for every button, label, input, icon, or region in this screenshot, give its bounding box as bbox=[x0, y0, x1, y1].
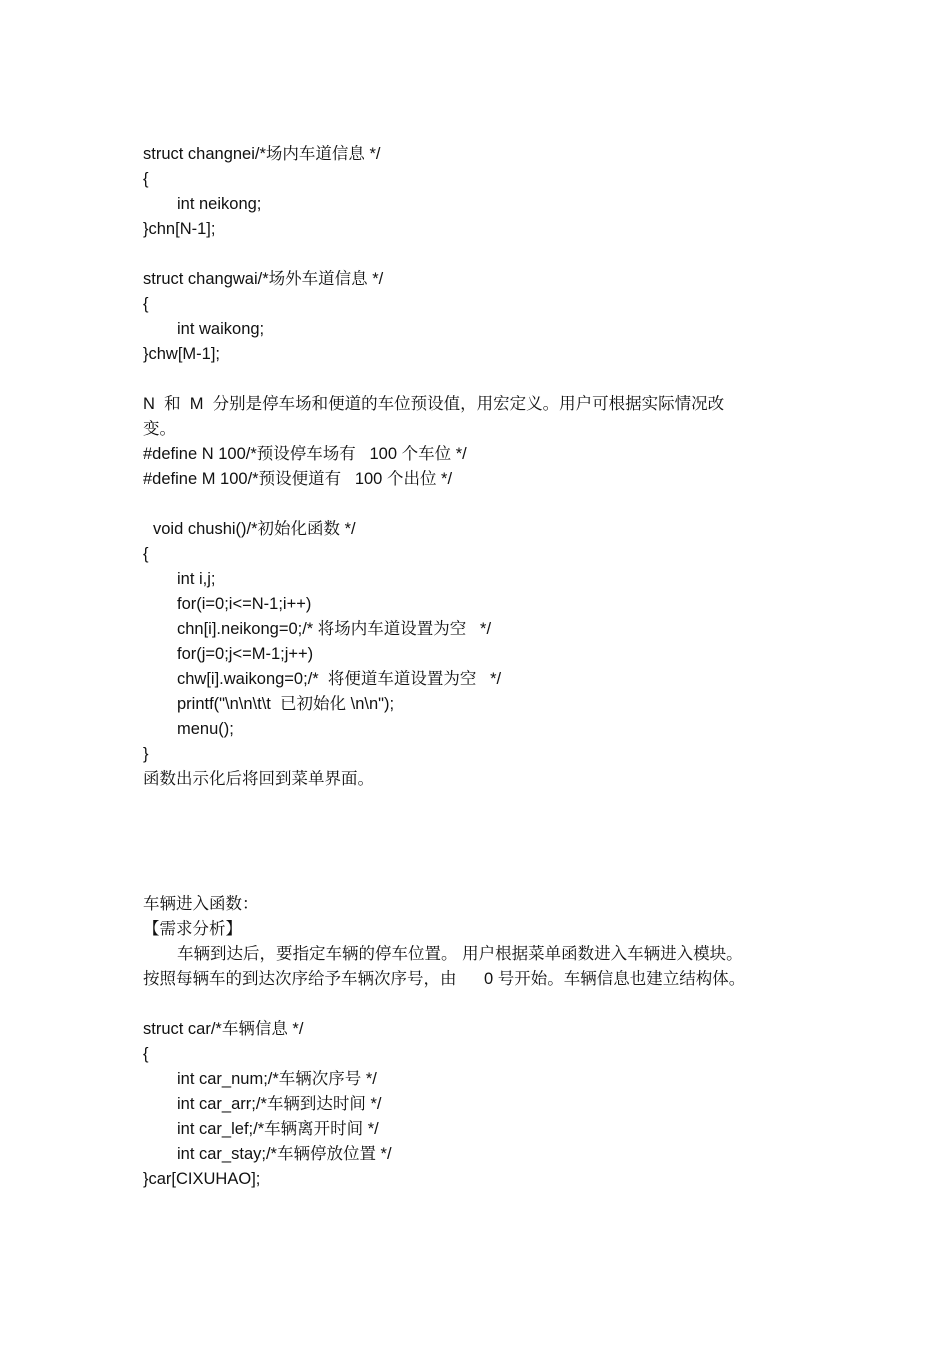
code-line: } bbox=[143, 745, 149, 763]
code-line: for(i=0;i<=N-1;i++) bbox=[177, 595, 312, 613]
section-heading: 车辆进入函数： bbox=[143, 895, 259, 913]
code-line: { bbox=[143, 1045, 149, 1063]
code-line: int car_lef;/*车辆离开时间 */ bbox=[177, 1120, 379, 1138]
code-line: int car_arr;/*车辆到达时间 */ bbox=[177, 1095, 382, 1113]
paragraph-line: 函数出示化后将回到菜单界面。 bbox=[143, 770, 374, 788]
code-line: int neikong; bbox=[177, 195, 262, 213]
code-line: }car[CIXUHAO]; bbox=[143, 1170, 261, 1188]
code-line: { bbox=[143, 295, 149, 313]
code-line: }chw[M-1]; bbox=[143, 345, 221, 363]
code-line: { bbox=[143, 545, 149, 563]
code-line: printf("\n\n\t\t 已初始化 \n\n"); bbox=[177, 695, 395, 713]
code-line: struct changwai/*场外车道信息 */ bbox=[143, 270, 384, 288]
code-line: int waikong; bbox=[177, 320, 265, 338]
code-line: int car_stay;/*车辆停放位置 */ bbox=[177, 1145, 392, 1163]
paragraph-line: N 和 M 分别是停车场和便道的车位预设值，用宏定义。用户可根据实际情况改 bbox=[143, 395, 725, 413]
code-line: chn[i].neikong=0;/* 将场内车道设置为空 */ bbox=[177, 620, 492, 638]
section-subheading: 【需求分析】 bbox=[143, 920, 242, 938]
code-line: void chushi()/*初始化函数 */ bbox=[153, 520, 356, 538]
code-line: struct changnei/*场内车道信息 */ bbox=[143, 145, 381, 163]
code-line: int car_num;/*车辆次序号 */ bbox=[177, 1070, 377, 1088]
code-line: struct car/*车辆信息 */ bbox=[143, 1020, 304, 1038]
code-line: }chn[N-1]; bbox=[143, 220, 216, 238]
code-line: int i,j; bbox=[177, 570, 216, 588]
code-line: #define M 100/*预设便道有 100 个出位 */ bbox=[143, 470, 453, 488]
code-line: { bbox=[143, 170, 149, 188]
code-line: for(j=0;j<=M-1;j++) bbox=[177, 645, 314, 663]
code-line: menu(); bbox=[177, 720, 234, 738]
paragraph-line: 按照每辆车的到达次序给予车辆次序号，由 0 号开始。车辆信息也建立结构体。 bbox=[143, 970, 746, 988]
code-line: chw[i].waikong=0;/* 将便道车道设置为空 */ bbox=[177, 670, 502, 688]
paragraph-line: 变。 bbox=[143, 420, 176, 438]
paragraph-line: 车辆到达后，要指定车辆的停车位置。 用户根据菜单函数进入车辆进入模块。 bbox=[177, 945, 743, 963]
code-line: #define N 100/*预设停车场有 100 个车位 */ bbox=[143, 445, 467, 463]
